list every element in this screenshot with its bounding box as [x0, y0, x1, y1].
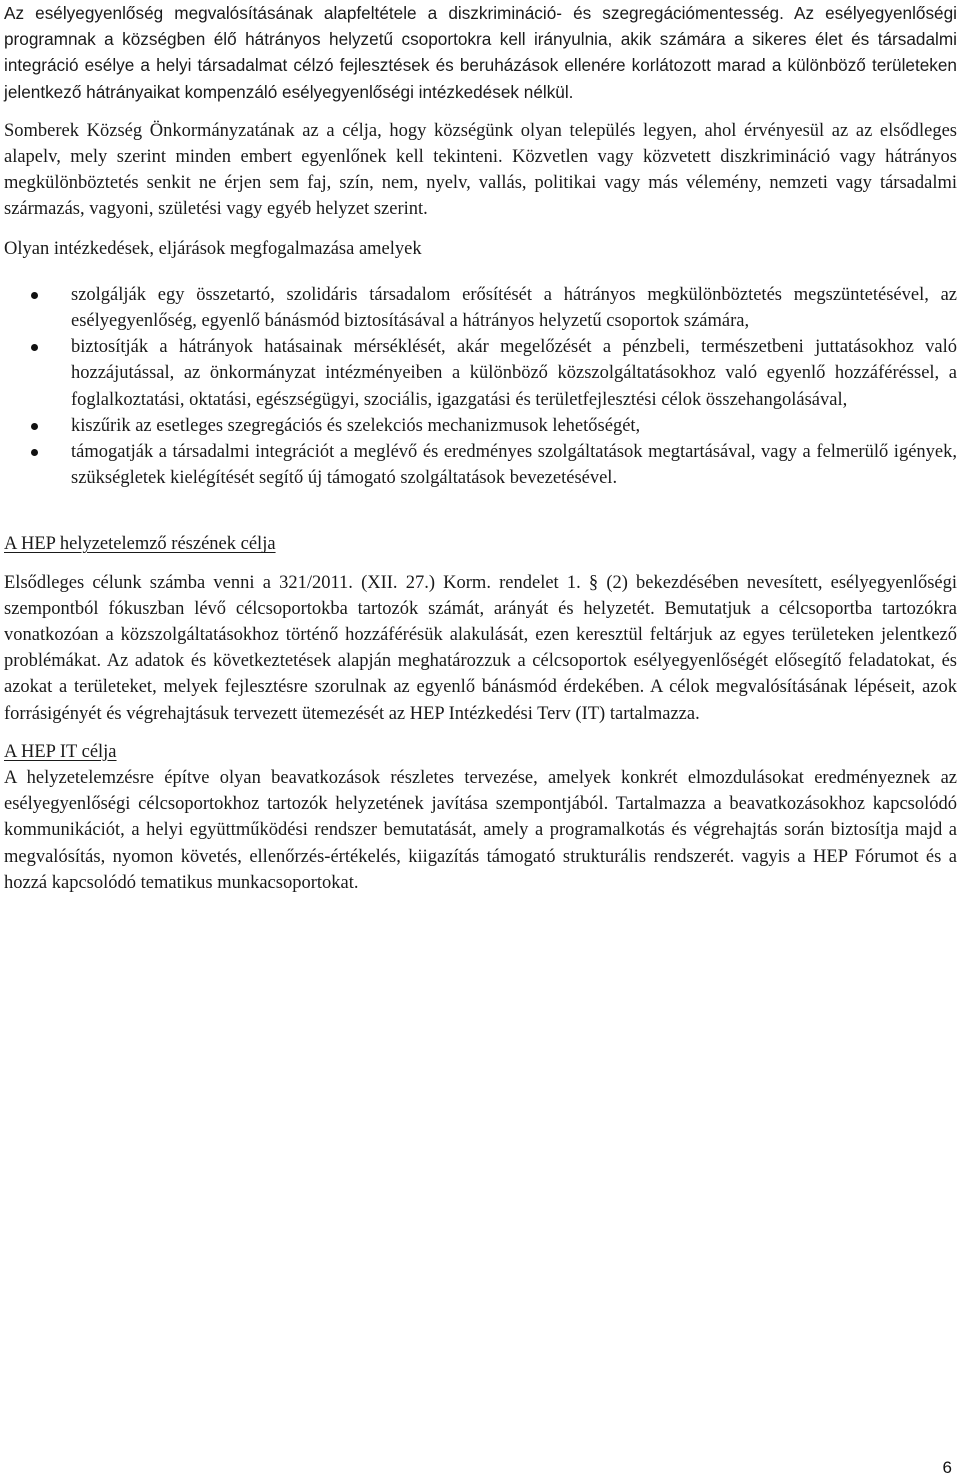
- bullet-icon: [31, 344, 38, 351]
- goal-paragraph: Somberek Község Önkormányzatának az a célja, hogy községünk olyan település legyen, ahol érvényesül az az elsődleges alapelv, mely szerint minden embert egyenlőnek kell tekinteni. Közvetlen vagy közvetett diszkrimináció vagy hátrányos megkülönböztetés senkit ne érjen sem faj, szín, nem, nyelv, vallás, politikai vagy más vélemény, nemzeti vagy társadalmi származás, vagyoni, születési vagy egyéb helyzet szerint.: [4, 120, 957, 220]
- measures-intro-paragraph: Olyan intézkedések, eljárások megfogalmazása amelyek: [4, 238, 422, 259]
- bullet-icon: [31, 292, 38, 299]
- section-body-hep-analysis: Elsődleges célunk számba venni a 321/2011. (XII. 27.) Korm. rendelet 1. § (2) bekezdésében nevesített, esélyegyenlőségi szempontból fókuszban lévő célcsoportokba tartozók számát, arányát és helyzetét. Bemutatjuk a célcsoportba tartozókra vonatkozóan a közszolgáltatásokhoz történő hozzáférésük alakulását, ezen keresztül feltárjuk az egyes területeken jelentkező problémákat. Az adatok és következtetések alapján meghatározzuk a célcsoportok esélyegyenlőségét elősegítő feladatokat, és azokat a területeket, melyek fejlesztésre szorulnak az egyenlő bánásmód érdekében. A célok megvalósításának lépéseit, azok forrásigényét és végrehajtásuk tervezett ütemezését az HEP Intézkedési Terv (IT) tartalmazza.: [4, 572, 957, 724]
- bullet-icon: [31, 423, 38, 430]
- list-item: [4, 413, 957, 439]
- bullet-icon: [31, 449, 38, 456]
- list-item-text: szolgálják egy összetartó, szolidáris társadalom erősítését a hátrányos megkülönböztetés megszüntetésével, az esélyegyenlőség, egyenlő bánásmód biztosításával a hátrányos helyzetű csoportok számára,: [71, 284, 957, 332]
- intro-paragraph: Az esélyegyenlőség megvalósításának alapfeltétele a diszkrimináció- és szegregációmentesség. Az esélyegyenlőségi programnak a községben élő hátrányos helyzetű csoportokra kell irányulnia, akik számára a sikeres élet és társadalmi integráció esélye a helyi társadalmat célzó fejlesztések és beruházások ellenére korlátozott marad a különböző területeken jelentkező hátrányaikat kompenzáló esélyegyenlőségi intézkedések nélkül.: [4, 3, 957, 102]
- section-heading-hep-analysis: A HEP helyzetelemző részének célja: [4, 534, 276, 555]
- list-item: [4, 439, 957, 491]
- list-item: [4, 334, 957, 413]
- section-body-hep-it: A helyzetelemzésre építve olyan beavatkozások részletes tervezése, amelyek konkrét elmozdulásokat eredményeznek az esélyegyenlőségi célcsoportokhoz tartozók helyzetének javítása szempontjából. Tartalmazza a beavatkozásokhoz kapcsolódó kommunikációt, a helyi együttműködési rendszer bemutatását, amely a programalkotás és végrehajtás során biztosítja majd a megvalósítás, nyomon követés, ellenőrzés-értékelés, kiigazítás támogató strukturális rendszerét. vagyis a HEP Fórumot és a hozzá kapcsolódó tematikus munkacsoportokat.: [4, 768, 957, 893]
- section-heading-hep-it: A HEP IT célja: [4, 741, 117, 762]
- list-item-text: biztosítják a hátrányok hatásainak mérséklését, akár megelőzését a pénzbeli, természetbeni juttatásokhoz való hozzájutással, az önkormányzat intézményeiben a különböző közszolgáltatásokhoz való egyenlő hozzáféréssel, a foglalkoztatási, oktatási, egészségügyi, szociális, igazgatási és területfejlesztési célok összehangolásával,: [71, 337, 957, 410]
- document-page: [4, 0, 957, 896]
- list-item-text: kiszűrik az esetleges szegregációs és szelekciós mechanizmusok lehetőségét,: [71, 415, 641, 436]
- page-number: 6: [942, 1458, 952, 1477]
- list-item: [4, 282, 957, 334]
- list-item-text: támogatják a társadalmi integrációt a meglévő és eredményes szolgáltatások megtartásával, vagy a felmerülő igények, szükségletek kielégítését segítő új támogató szolgáltatások bevezetésével.: [71, 442, 957, 489]
- measures-list: [4, 282, 957, 492]
